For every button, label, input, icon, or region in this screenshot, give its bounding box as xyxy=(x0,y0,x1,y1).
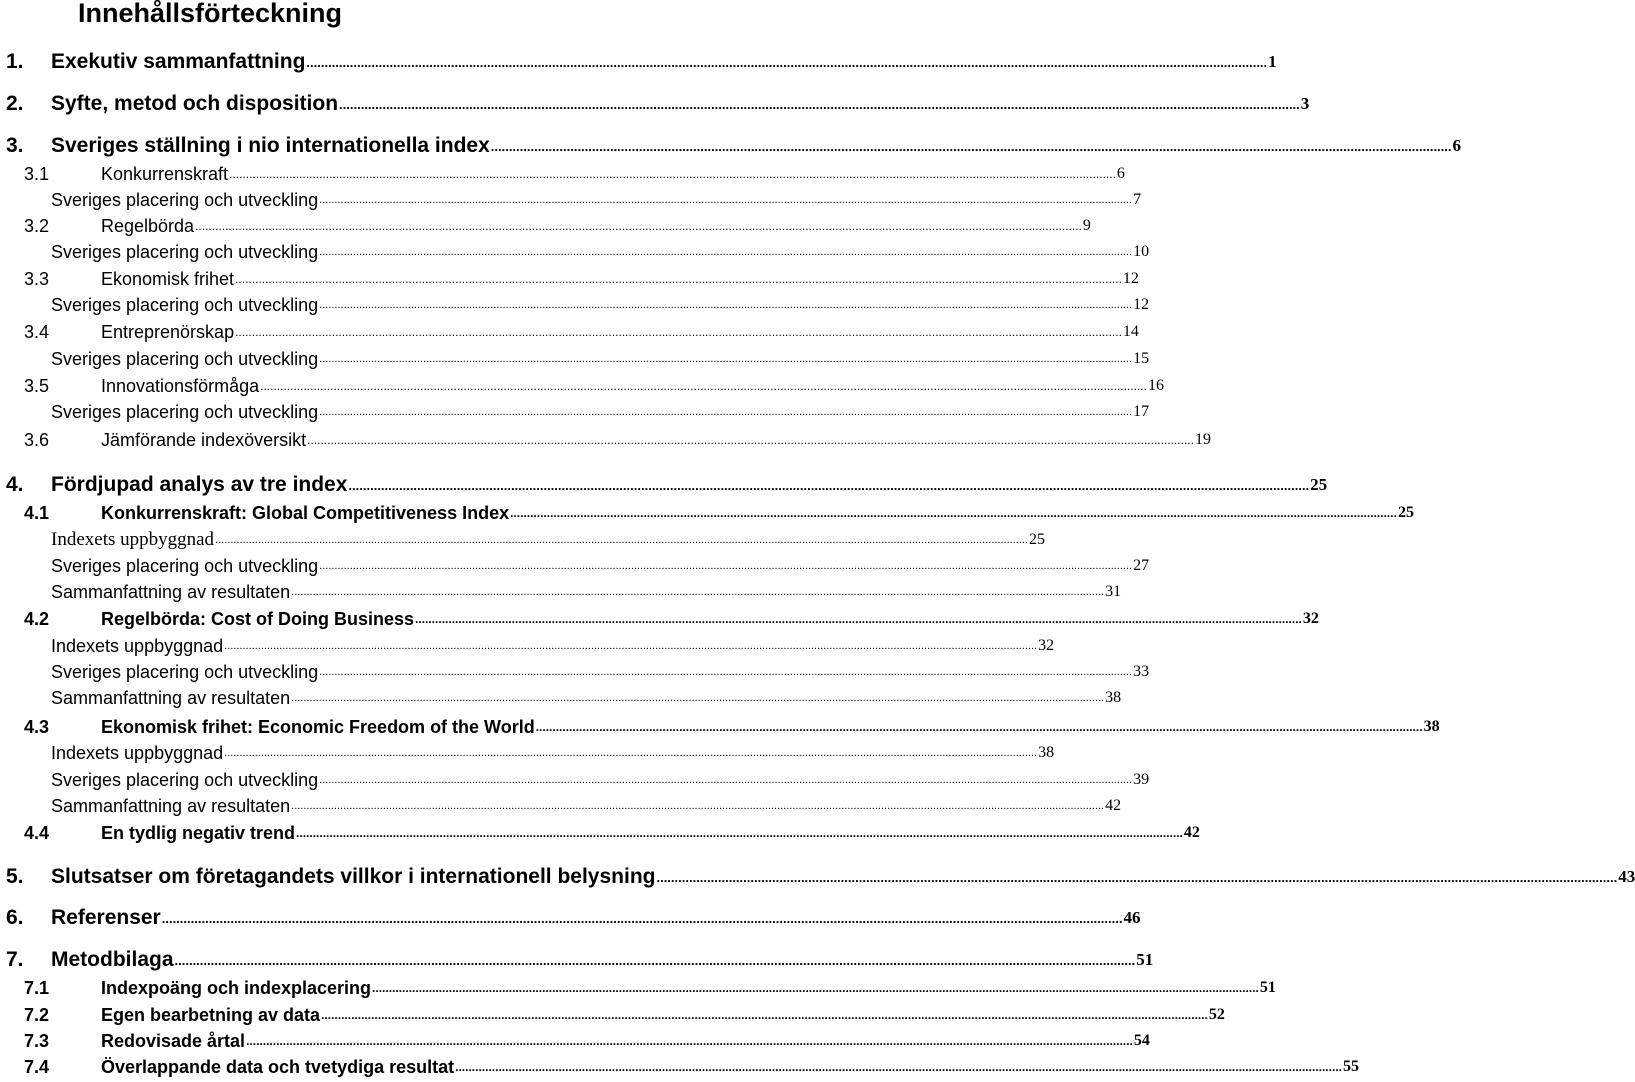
toc-entry-number: 4.3 xyxy=(24,716,50,737)
dot-leader: .......................................................................................................................................................................................................................................................................... xyxy=(195,219,1082,233)
toc-entry-page: 9 xyxy=(1082,217,1091,234)
toc-entry-label: Regelbörda xyxy=(101,215,195,236)
toc-entry[interactable] xyxy=(0,345,1150,373)
toc-entry-body xyxy=(101,160,1125,188)
toc-entry-body xyxy=(51,186,1142,214)
dot-leader: .......................................................................................................................................................................................................................................................................... xyxy=(372,981,1259,995)
toc-entry-page: 55 xyxy=(1342,1058,1359,1075)
toc-entry-body xyxy=(51,766,1150,794)
toc-entry-page: 31 xyxy=(1105,583,1122,600)
dot-leader: .......................................................................................................................................................................................................................................................................... xyxy=(656,869,1618,885)
toc-entry-page: 42 xyxy=(1105,797,1122,814)
toc-entry-page: 51 xyxy=(1136,950,1154,969)
toc-entry-label: Konkurrenskraft: Global Competitiveness Index xyxy=(101,502,510,523)
toc-entry[interactable] xyxy=(0,552,1150,580)
toc-entry-body xyxy=(101,713,1440,741)
toc-entry-body xyxy=(51,904,1141,932)
toc-entry[interactable] xyxy=(0,658,1150,686)
toc-entry[interactable] xyxy=(0,632,1055,660)
toc-entry[interactable] xyxy=(0,372,1164,400)
toc-entry[interactable] xyxy=(0,48,1277,76)
toc-entry-page: 38 xyxy=(1038,744,1055,761)
toc-entry-body xyxy=(101,426,1211,454)
toc-entry-label: Exekutiv sammanfattning xyxy=(51,50,306,73)
toc-entry-number: 7.3 xyxy=(24,1030,50,1051)
toc-entry-page: 15 xyxy=(1133,350,1150,367)
toc-entry[interactable] xyxy=(0,212,1091,240)
toc-entry-body xyxy=(101,1027,1150,1055)
dot-leader: .......................................................................................................................................................................................................................................................................... xyxy=(319,299,1133,311)
dot-leader: .......................................................................................................................................................................................................................................................................... xyxy=(319,353,1133,365)
toc-entry-label: Sveriges placering och utveckling xyxy=(51,241,319,262)
toc-entry-label: Indexets uppbyggnad xyxy=(51,635,224,656)
toc-entry-body xyxy=(101,1001,1225,1029)
dot-leader: .......................................................................................................................................................................................................................................................................... xyxy=(321,1008,1208,1022)
toc-entry[interactable] xyxy=(0,291,1150,319)
toc-entry-label: Sveriges ställning i nio internationella index xyxy=(51,134,490,157)
toc-entry[interactable] xyxy=(0,605,1319,633)
toc-entry-number: 2. xyxy=(6,92,24,115)
dot-leader: .......................................................................................................................................................................................................................................................................... xyxy=(306,54,1268,70)
toc-entry-number: 7.1 xyxy=(24,977,50,998)
toc-entry-label: Entreprenörskap xyxy=(101,321,235,342)
toc-entry-page: 33 xyxy=(1133,663,1150,680)
toc-entry-page: 16 xyxy=(1147,377,1164,394)
toc-entry-number: 4. xyxy=(6,473,24,496)
toc-entry-page: 6 xyxy=(1452,136,1462,155)
toc-entry-body xyxy=(101,372,1164,400)
toc-entry-label: Slutsatser om företagandets villkor i internationell belysning xyxy=(51,865,656,888)
toc-entry-page: 38 xyxy=(1423,718,1440,735)
toc-entry-number: 4.4 xyxy=(24,822,50,843)
toc-entry-body xyxy=(101,265,1139,293)
toc-entry-page: 25 xyxy=(1029,531,1045,548)
toc-entry-page: 32 xyxy=(1302,610,1319,627)
dot-leader: .......................................................................................................................................................................................................................................................................... xyxy=(235,325,1122,339)
toc-entry-label: Referenser xyxy=(51,906,161,929)
toc-entry[interactable] xyxy=(0,739,1055,767)
dot-leader: .......................................................................................................................................................................................................................................................................... xyxy=(246,1034,1133,1048)
dot-leader: .......................................................................................................................................................................................................................................................................... xyxy=(215,534,1028,546)
toc-entry[interactable] xyxy=(0,265,1139,293)
toc-entry-body xyxy=(51,291,1150,319)
toc-entry-body xyxy=(101,318,1139,346)
toc-entry-label: Överlappande data och tvetydiga resultat xyxy=(101,1056,455,1077)
dot-leader: .......................................................................................................................................................................................................................................................................... xyxy=(235,272,1122,286)
toc-entry[interactable] xyxy=(0,186,1142,214)
dot-leader: .......................................................................................................................................................................................................................................................................... xyxy=(319,246,1133,258)
toc-entry-label: Indexpoäng och indexplacering xyxy=(101,977,372,998)
dot-leader: .......................................................................................................................................................................................................................................................................... xyxy=(455,1060,1342,1074)
toc-entry[interactable] xyxy=(0,132,1462,160)
toc-entry-label: Sveriges placering och utveckling xyxy=(51,401,319,422)
toc-entry[interactable] xyxy=(0,766,1150,794)
toc-entry[interactable] xyxy=(0,526,1045,554)
toc-entry[interactable] xyxy=(0,318,1139,346)
toc-entry-label: Metodbilaga xyxy=(51,948,174,971)
toc-entry[interactable] xyxy=(0,471,1328,499)
toc-entry-body xyxy=(51,632,1055,660)
toc-entry[interactable] xyxy=(0,1001,1225,1029)
toc-entry-page: 27 xyxy=(1133,557,1150,574)
toc-entry-body xyxy=(51,132,1462,160)
toc-entry-page: 51 xyxy=(1259,979,1276,996)
toc-entry-body xyxy=(51,946,1154,974)
toc-entry-label: Indexets uppbyggnad xyxy=(51,529,215,550)
toc-entry-page: 19 xyxy=(1194,431,1211,448)
toc-entry-body xyxy=(101,212,1091,240)
dot-leader: .......................................................................................................................................................................................................................................................................... xyxy=(319,194,1133,206)
toc-entry[interactable] xyxy=(0,819,1200,847)
toc-entry-label: Fördjupad analys av tre index xyxy=(51,473,348,496)
toc-entry-label: En tydlig negativ trend xyxy=(101,822,296,843)
toc-entry-page: 38 xyxy=(1105,689,1122,706)
toc-entry-page: 32 xyxy=(1038,637,1055,654)
dot-leader: .......................................................................................................................................................................................................................................................................... xyxy=(319,560,1133,572)
toc-entry-body xyxy=(51,345,1150,373)
dot-leader: .......................................................................................................................................................................................................................................................................... xyxy=(348,477,1310,493)
toc-entry-page: 12 xyxy=(1122,270,1139,287)
toc-entry-body xyxy=(101,974,1276,1002)
dot-leader: .......................................................................................................................................................................................................................................................................... xyxy=(224,747,1038,759)
toc-entry-body xyxy=(51,658,1150,686)
toc-entry-body xyxy=(51,526,1045,554)
toc-entry-label: Indexets uppbyggnad xyxy=(51,742,224,763)
toc-entry-label: Konkurrenskraft xyxy=(101,163,229,184)
toc-entry-page: 10 xyxy=(1133,243,1150,260)
toc-entry-label: Sammanfattning av resultaten xyxy=(51,795,291,816)
toc-entry-body xyxy=(101,819,1200,847)
toc-entry-number: 7.4 xyxy=(24,1056,50,1077)
toc-entry-number: 3.1 xyxy=(24,163,50,184)
toc-entry-number: 6. xyxy=(6,906,24,929)
dot-leader: .......................................................................................................................................................................................................................................................................... xyxy=(291,692,1105,704)
toc-entry-label: Regelbörda: Cost of Doing Business xyxy=(101,608,415,629)
toc-entry[interactable] xyxy=(0,713,1440,741)
toc-entry[interactable] xyxy=(0,160,1125,188)
toc-entry[interactable] xyxy=(0,578,1122,606)
toc-entry-label: Sammanfattning av resultaten xyxy=(51,687,291,708)
toc-entry-number: 4.2 xyxy=(24,608,50,629)
toc-entry-page: 12 xyxy=(1133,296,1150,313)
toc-entry-number: 1. xyxy=(6,50,24,73)
toc-entry-body xyxy=(51,48,1277,76)
dot-leader: .......................................................................................................................................................................................................................................................................... xyxy=(224,640,1038,652)
toc-entry-body xyxy=(51,684,1122,712)
toc-entry-label: Innovationsförmåga xyxy=(101,375,260,396)
toc-entry-page: 6 xyxy=(1116,165,1125,182)
toc-entry-page: 25 xyxy=(1397,504,1414,521)
toc-entry[interactable] xyxy=(0,426,1211,454)
toc-entry-number: 3. xyxy=(6,134,24,157)
toc-entry-page: 17 xyxy=(1133,403,1150,420)
toc-entry-number: 3.6 xyxy=(24,429,50,450)
toc-entry-label: Sveriges placering och utveckling xyxy=(51,769,319,790)
dot-leader: .......................................................................................................................................................................................................................................................................... xyxy=(339,96,1300,112)
toc-entry-body xyxy=(51,90,1310,118)
toc-entry-number: 3.4 xyxy=(24,321,50,342)
toc-entry-page: 3 xyxy=(1300,94,1310,113)
toc-entry-number: 3.3 xyxy=(24,268,50,289)
dot-leader: .......................................................................................................................................................................................................................................................................... xyxy=(229,167,1116,181)
toc-entry-number: 3.5 xyxy=(24,375,50,396)
dot-leader: .......................................................................................................................................................................................................................................................................... xyxy=(510,506,1397,520)
toc-entry-number: 3.2 xyxy=(24,215,50,236)
toc-entry-body xyxy=(51,471,1328,499)
toc-title: Innehållsförteckning xyxy=(78,0,343,28)
toc-entry-body xyxy=(51,552,1150,580)
toc-entry-number: 4.1 xyxy=(24,502,50,523)
toc-entry-label: Sveriges placering och utveckling xyxy=(51,555,319,576)
toc-entry-label: Redovisade årtal xyxy=(101,1030,246,1051)
toc-entry-number: 7.2 xyxy=(24,1004,50,1025)
toc-entry-body xyxy=(51,792,1122,820)
toc-entry[interactable] xyxy=(0,946,1154,974)
toc-entry[interactable] xyxy=(0,238,1150,266)
toc-entry[interactable] xyxy=(0,863,1635,891)
toc-entry[interactable] xyxy=(0,1027,1150,1055)
toc-entry-page: 39 xyxy=(1133,771,1150,788)
toc-entry-body xyxy=(51,578,1122,606)
toc-entry[interactable] xyxy=(0,974,1276,1002)
toc-entry-page: 7 xyxy=(1133,191,1142,208)
dot-leader: .......................................................................................................................................................................................................................................................................... xyxy=(291,586,1105,598)
toc-entry-label: Jämförande indexöversikt xyxy=(101,429,307,450)
toc-entry-label: Sveriges placering och utveckling xyxy=(51,348,319,369)
toc-entry-body xyxy=(51,863,1635,891)
toc-entry-label: Ekonomisk frihet xyxy=(101,268,235,289)
toc-entry[interactable] xyxy=(0,90,1310,118)
toc-entry-label: Egen bearbetning av data xyxy=(101,1004,321,1025)
toc-entry-page: 43 xyxy=(1618,867,1635,886)
dot-leader: .......................................................................................................................................................................................................................................................................... xyxy=(296,826,1183,840)
toc-entry-body xyxy=(101,1053,1359,1081)
toc-entry-label: Ekonomisk frihet: Economic Freedom of the World xyxy=(101,716,535,737)
toc-entry-body xyxy=(101,605,1319,633)
dot-leader: .......................................................................................................................................................................................................................................................................... xyxy=(260,379,1147,393)
dot-leader: .......................................................................................................................................................................................................................................................................... xyxy=(319,774,1133,786)
toc-entry-page: 14 xyxy=(1122,323,1139,340)
toc-entry[interactable] xyxy=(0,499,1414,527)
dot-leader: .......................................................................................................................................................................................................................................................................... xyxy=(490,138,1452,154)
toc-entry-page: 1 xyxy=(1268,52,1277,71)
dot-leader: .......................................................................................................................................................................................................................................................................... xyxy=(291,800,1105,812)
toc-entry-page: 52 xyxy=(1208,1006,1225,1023)
toc-entry-label: Sveriges placering och utveckling xyxy=(51,661,319,682)
toc-entry[interactable] xyxy=(0,792,1122,820)
toc-entry[interactable] xyxy=(0,1053,1359,1081)
toc-entry-page: 25 xyxy=(1310,475,1328,494)
toc-entry-label: Syfte, metod och disposition xyxy=(51,92,339,115)
toc-entry-page: 46 xyxy=(1123,908,1141,927)
toc-entry-body xyxy=(51,238,1150,266)
toc-entry[interactable] xyxy=(0,398,1150,426)
dot-leader: .......................................................................................................................................................................................................................................................................... xyxy=(319,666,1133,678)
dot-leader: .......................................................................................................................................................................................................................................................................... xyxy=(319,406,1133,418)
toc-entry-page: 54 xyxy=(1133,1032,1150,1049)
dot-leader: .......................................................................................................................................................................................................................................................................... xyxy=(307,433,1194,447)
toc-entry-number: 7. xyxy=(6,948,24,971)
dot-leader: .......................................................................................................................................................................................................................................................................... xyxy=(415,612,1302,626)
toc-entry-body xyxy=(51,398,1150,426)
dot-leader: .......................................................................................................................................................................................................................................................................... xyxy=(535,720,1423,734)
toc-entry[interactable] xyxy=(0,684,1122,712)
toc-entry[interactable] xyxy=(0,904,1141,932)
dot-leader: .......................................................................................................................................................................................................................................................................... xyxy=(174,952,1136,968)
dot-leader: .......................................................................................................................................................................................................................................................................... xyxy=(161,910,1123,926)
toc-entry-body xyxy=(51,739,1055,767)
toc-entry-page: 42 xyxy=(1183,824,1200,841)
toc-entry-label: Sammanfattning av resultaten xyxy=(51,581,291,602)
toc-entry-body xyxy=(101,499,1414,527)
toc-entry-label: Sveriges placering och utveckling xyxy=(51,189,319,210)
toc-entry-label: Sveriges placering och utveckling xyxy=(51,294,319,315)
toc-entry-number: 5. xyxy=(6,865,24,888)
